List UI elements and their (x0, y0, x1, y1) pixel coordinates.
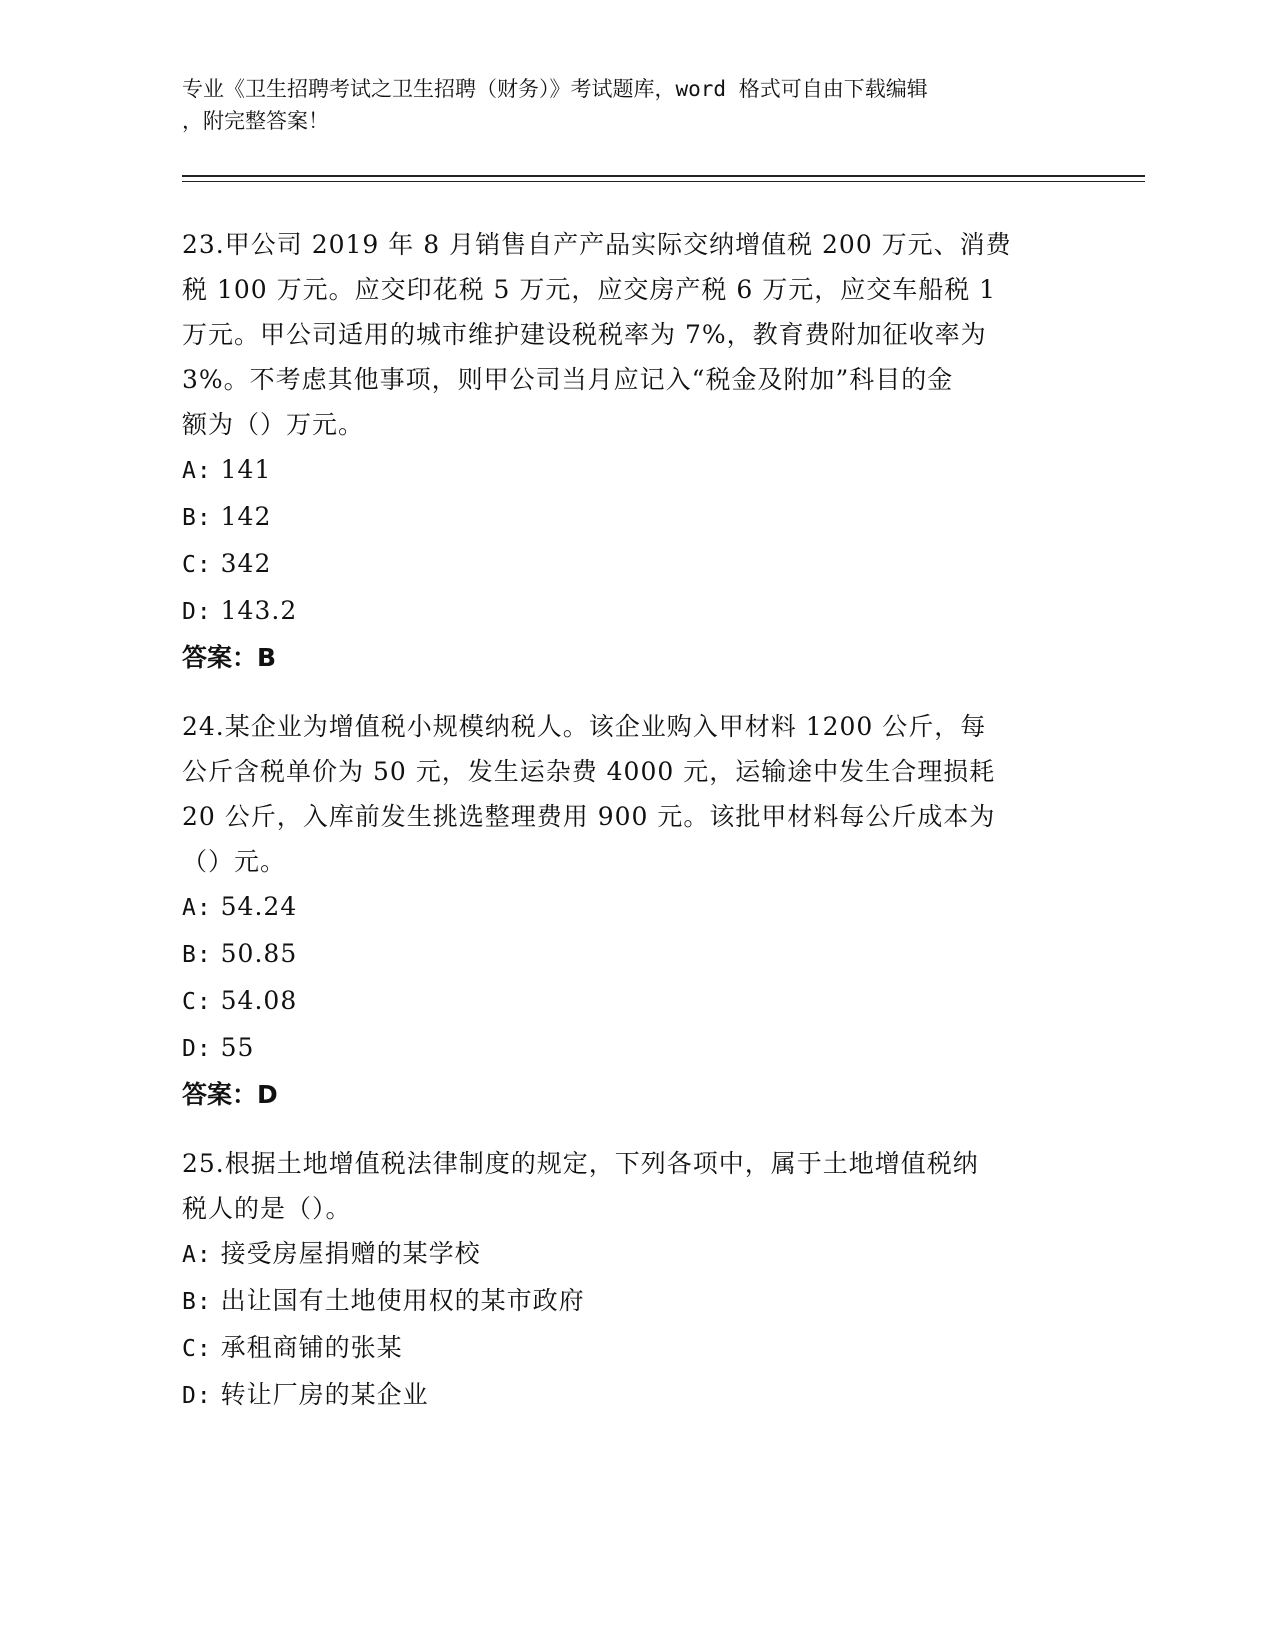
option-letter: C: (182, 1336, 212, 1362)
option-text: 342 (220, 549, 272, 578)
option-text: 142 (220, 502, 272, 531)
option-d (182, 1372, 1082, 1419)
question-text-line: 额为（）万元。 (182, 410, 365, 439)
header-line-1: 专业《卫生招聘考试之卫生招聘（财务）》考试题库，word 格式可自由下载编辑 (182, 77, 928, 101)
option-b (182, 494, 1082, 541)
option-c (182, 1325, 1082, 1372)
question-text-line: 24.某企业为增值税小规模纳税人。该企业购入甲材料 1200 公斤，每 (182, 712, 987, 741)
question-text-line: 25.根据土地增值税法律制度的规定，下列各项中，属于土地增值税纳 (182, 1149, 979, 1178)
option-letter: B: (182, 1289, 212, 1315)
option-letter: C: (182, 989, 212, 1015)
option-letter: B: (182, 942, 212, 968)
question-text-line: 税 100 万元。应交印花税 5 万元，应交房产税 6 万元，应交车船税 1 (182, 275, 997, 304)
option-letter: B: (182, 505, 212, 531)
option-letter: A: (182, 1242, 212, 1268)
question-23 (182, 222, 1082, 681)
option-letter: D: (182, 599, 212, 625)
option-letter: A: (182, 895, 212, 921)
header-divider (182, 175, 1145, 177)
option-b (182, 931, 1082, 978)
question-text-line: 23.甲公司 2019 年 8 月销售自产产品实际交纳增值税 200 万元、消费 (182, 230, 1012, 259)
question-25 (182, 1141, 1082, 1419)
option-text: 55 (220, 1033, 255, 1062)
page-header (182, 73, 1062, 137)
option-letter: A: (182, 458, 212, 484)
option-a (182, 884, 1082, 931)
question-text-line: 税人的是（）。 (182, 1194, 352, 1223)
question-text-line: 3%。不考虑其他事项，则甲公司当月应记入“税金及附加”科目的金 (182, 365, 954, 394)
option-text: 接受房屋捐赠的某学校 (220, 1239, 481, 1268)
option-text: 54.24 (220, 892, 298, 921)
option-text: 54.08 (220, 986, 298, 1015)
answer-label: 答案：B (182, 643, 277, 672)
option-text: 143.2 (220, 596, 298, 625)
option-text: 50.85 (220, 939, 298, 968)
header-divider-thin (182, 181, 1145, 182)
question-text-line: 公斤含税单价为 50 元，发生运杂费 4000 元，运输途中发生合理损耗 (182, 757, 996, 786)
question-text-line: （）元。 (182, 847, 287, 876)
option-d (182, 1025, 1082, 1072)
option-letter: C: (182, 552, 212, 578)
header-line-2: ，附完整答案！ (182, 109, 329, 133)
question-text-line: 20 公斤，入库前发生挑选整理费用 900 元。该批甲材料每公斤成本为 (182, 802, 996, 831)
option-c (182, 541, 1082, 588)
question-24 (182, 704, 1082, 1118)
option-letter: D: (182, 1036, 212, 1062)
option-text: 出让国有土地使用权的某市政府 (220, 1286, 585, 1315)
option-text: 转让厂房的某企业 (220, 1380, 429, 1409)
option-text: 141 (220, 455, 272, 484)
question-text-line: 万元。甲公司适用的城市维护建设税税率为 7%，教育费附加征收率为 (182, 320, 987, 349)
option-b (182, 1278, 1082, 1325)
option-a (182, 447, 1082, 494)
option-text: 承租商铺的张某 (220, 1333, 403, 1362)
option-d (182, 588, 1082, 635)
option-a (182, 1231, 1082, 1278)
answer-label: 答案：D (182, 1080, 278, 1109)
option-letter: D: (182, 1383, 212, 1409)
option-c (182, 978, 1082, 1025)
